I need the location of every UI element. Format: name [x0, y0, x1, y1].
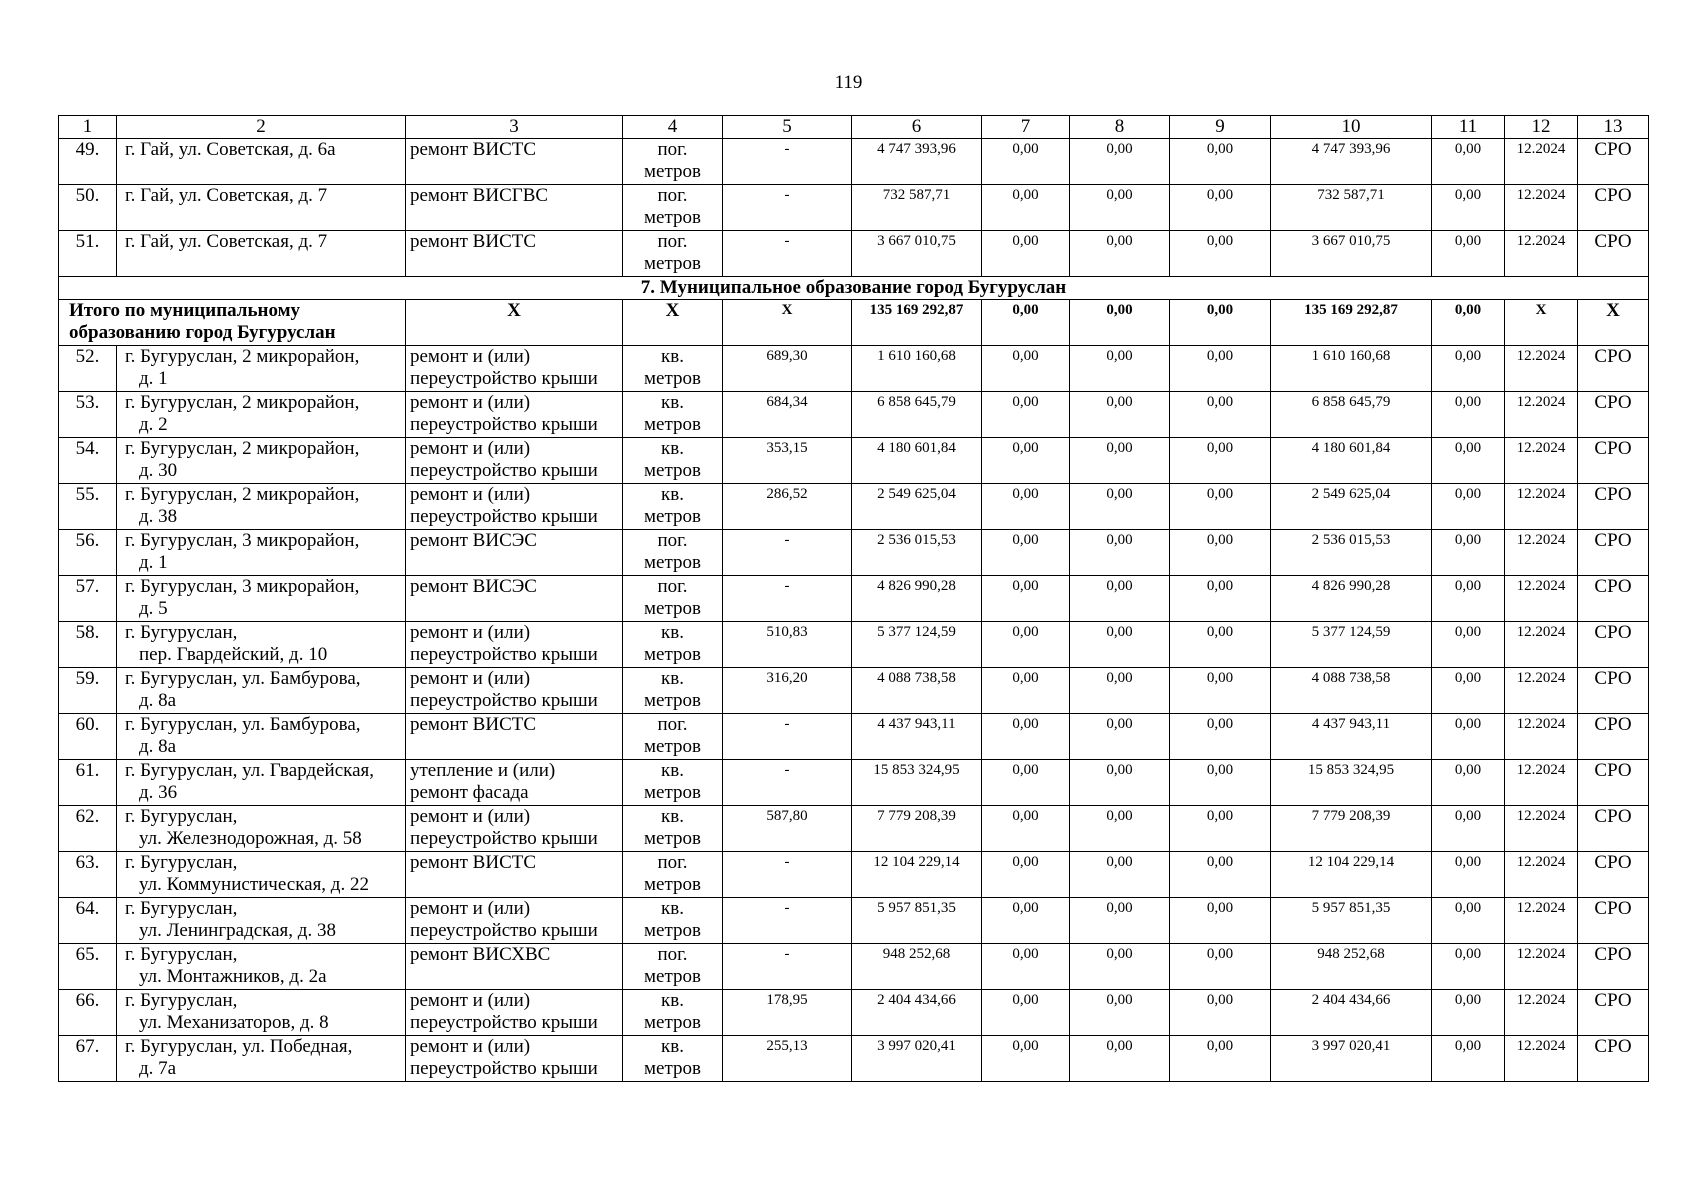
fund-7-cell: 0,00 — [982, 231, 1070, 277]
fund-8-cell: 0,00 — [1070, 392, 1170, 438]
total-c11: 0,00 — [1432, 300, 1505, 346]
fund-7-cell: 0,00 — [982, 852, 1070, 898]
total-row — [59, 300, 1649, 346]
fund-10-cell: 1 610 160,68 — [1271, 346, 1432, 392]
unit-cell: кв. метров — [623, 990, 723, 1036]
address-cell: г. Бугуруслан, ул. Гвардейская, д. 36 — [117, 760, 406, 806]
method-cell: СРО — [1578, 898, 1649, 944]
fund-11-cell: 0,00 — [1432, 668, 1505, 714]
fund-10-cell: 7 779 208,39 — [1271, 806, 1432, 852]
fund-7-cell: 0,00 — [982, 990, 1070, 1036]
deadline-cell: 12.2024 — [1505, 576, 1578, 622]
fund-9-cell: 0,00 — [1170, 231, 1271, 277]
method-cell: СРО — [1578, 576, 1649, 622]
fund-9-cell: 0,00 — [1170, 944, 1271, 990]
deadline-cell: 12.2024 — [1505, 760, 1578, 806]
total-cost-cell: 2 549 625,04 — [852, 484, 982, 530]
table-row — [59, 346, 1649, 392]
volume-cell: - — [723, 944, 852, 990]
unit-cell: кв. метров — [623, 346, 723, 392]
total-c7: 0,00 — [982, 300, 1070, 346]
table-row — [59, 714, 1649, 760]
fund-9-cell: 0,00 — [1170, 1036, 1271, 1082]
work-type-cell: утепление и (или) ремонт фасада — [406, 760, 623, 806]
table-row — [59, 139, 1649, 185]
fund-10-cell: 2 536 015,53 — [1271, 530, 1432, 576]
table-row — [59, 1036, 1649, 1082]
work-type-cell: ремонт и (или) переустройство крыши — [406, 484, 623, 530]
column-number-1: 1 — [59, 116, 117, 139]
deadline-cell: 12.2024 — [1505, 438, 1578, 484]
volume-cell: - — [723, 139, 852, 185]
method-cell: СРО — [1578, 231, 1649, 277]
unit-cell: кв. метров — [623, 898, 723, 944]
column-number-7: 7 — [982, 116, 1070, 139]
column-number-3: 3 — [406, 116, 623, 139]
work-type-cell: ремонт и (или) переустройство крыши — [406, 990, 623, 1036]
unit-cell: кв. метров — [623, 806, 723, 852]
column-number-10: 10 — [1271, 116, 1432, 139]
unit-cell: пог. метров — [623, 576, 723, 622]
volume-cell: - — [723, 185, 852, 231]
work-type-cell: ремонт и (или) переустройство крыши — [406, 622, 623, 668]
row-number-cell: 50. — [59, 185, 117, 231]
table-row — [59, 185, 1649, 231]
row-number-cell: 53. — [59, 392, 117, 438]
fund-11-cell: 0,00 — [1432, 806, 1505, 852]
fund-10-cell: 4 437 943,11 — [1271, 714, 1432, 760]
total-c3: Х — [406, 300, 623, 346]
volume-cell: - — [723, 231, 852, 277]
row-number-cell: 67. — [59, 1036, 117, 1082]
fund-7-cell: 0,00 — [982, 1036, 1070, 1082]
row-number-cell: 58. — [59, 622, 117, 668]
fund-10-cell: 15 853 324,95 — [1271, 760, 1432, 806]
unit-cell: кв. метров — [623, 1036, 723, 1082]
work-type-cell: ремонт ВИСЭС — [406, 530, 623, 576]
total-cost: 135 169 292,87 — [852, 300, 982, 346]
row-number-cell: 56. — [59, 530, 117, 576]
fund-9-cell: 0,00 — [1170, 346, 1271, 392]
total-c12: Х — [1505, 300, 1578, 346]
column-number-4: 4 — [623, 116, 723, 139]
method-cell: СРО — [1578, 392, 1649, 438]
volume-cell: - — [723, 576, 852, 622]
deadline-cell: 12.2024 — [1505, 668, 1578, 714]
unit-cell: пог. метров — [623, 139, 723, 185]
fund-9-cell: 0,00 — [1170, 668, 1271, 714]
total-cost-cell: 3 997 020,41 — [852, 1036, 982, 1082]
address-cell: г. Бугуруслан, ул. Победная, д. 7а — [117, 1036, 406, 1082]
volume-cell: - — [723, 898, 852, 944]
method-cell: СРО — [1578, 530, 1649, 576]
volume-cell: 689,30 — [723, 346, 852, 392]
fund-8-cell: 0,00 — [1070, 576, 1170, 622]
fund-8-cell: 0,00 — [1070, 622, 1170, 668]
deadline-cell: 12.2024 — [1505, 990, 1578, 1036]
unit-cell: пог. метров — [623, 231, 723, 277]
table-row — [59, 576, 1649, 622]
work-type-cell: ремонт ВИСТС — [406, 231, 623, 277]
work-type-cell: ремонт и (или) переустройство крыши — [406, 438, 623, 484]
fund-10-cell: 6 858 645,79 — [1271, 392, 1432, 438]
table-row — [59, 760, 1649, 806]
method-cell: СРО — [1578, 484, 1649, 530]
fund-9-cell: 0,00 — [1170, 484, 1271, 530]
total-c4: Х — [623, 300, 723, 346]
fund-9-cell: 0,00 — [1170, 622, 1271, 668]
address-cell: г. Бугуруслан, ул. Железнодорожная, д. 58 — [117, 806, 406, 852]
table-row — [59, 806, 1649, 852]
volume-cell: 684,34 — [723, 392, 852, 438]
address-cell: г. Гай, ул. Советская, д. 6а — [117, 139, 406, 185]
fund-8-cell: 0,00 — [1070, 231, 1170, 277]
deadline-cell: 12.2024 — [1505, 231, 1578, 277]
row-number-cell: 62. — [59, 806, 117, 852]
fund-7-cell: 0,00 — [982, 760, 1070, 806]
method-cell: СРО — [1578, 990, 1649, 1036]
row-number-cell: 55. — [59, 484, 117, 530]
method-cell: СРО — [1578, 139, 1649, 185]
method-cell: СРО — [1578, 944, 1649, 990]
volume-cell: 286,52 — [723, 484, 852, 530]
address-cell: г. Бугуруслан, 3 микрорайон, д. 5 — [117, 576, 406, 622]
fund-8-cell: 0,00 — [1070, 530, 1170, 576]
total-cost-cell: 12 104 229,14 — [852, 852, 982, 898]
method-cell: СРО — [1578, 760, 1649, 806]
deadline-cell: 12.2024 — [1505, 139, 1578, 185]
address-cell: г. Бугуруслан, ул. Коммунистическая, д. 22 — [117, 852, 406, 898]
address-cell: г. Бугуруслан, ул. Механизаторов, д. 8 — [117, 990, 406, 1036]
volume-cell: 255,13 — [723, 1036, 852, 1082]
unit-cell: кв. метров — [623, 438, 723, 484]
address-cell: г. Бугуруслан, ул. Бамбурова, д. 8а — [117, 714, 406, 760]
fund-9-cell: 0,00 — [1170, 990, 1271, 1036]
row-number-cell: 65. — [59, 944, 117, 990]
fund-9-cell: 0,00 — [1170, 760, 1271, 806]
deadline-cell: 12.2024 — [1505, 484, 1578, 530]
row-number-cell: 52. — [59, 346, 117, 392]
section-header-row — [59, 277, 1649, 300]
method-cell: СРО — [1578, 668, 1649, 714]
fund-8-cell: 0,00 — [1070, 714, 1170, 760]
fund-7-cell: 0,00 — [982, 530, 1070, 576]
unit-cell: кв. метров — [623, 760, 723, 806]
deadline-cell: 12.2024 — [1505, 852, 1578, 898]
deadline-cell: 12.2024 — [1505, 530, 1578, 576]
work-type-cell: ремонт и (или) переустройство крыши — [406, 806, 623, 852]
unit-cell: пог. метров — [623, 530, 723, 576]
fund-9-cell: 0,00 — [1170, 852, 1271, 898]
volume-cell: - — [723, 530, 852, 576]
fund-9-cell: 0,00 — [1170, 438, 1271, 484]
address-cell: г. Гай, ул. Советская, д. 7 — [117, 231, 406, 277]
fund-7-cell: 0,00 — [982, 576, 1070, 622]
total-c9: 0,00 — [1170, 300, 1271, 346]
work-type-cell: ремонт ВИСТС — [406, 714, 623, 760]
column-number-13: 13 — [1578, 116, 1649, 139]
column-number-12: 12 — [1505, 116, 1578, 139]
work-type-cell: ремонт и (или) переустройство крыши — [406, 346, 623, 392]
fund-8-cell: 0,00 — [1070, 438, 1170, 484]
fund-7-cell: 0,00 — [982, 346, 1070, 392]
fund-10-cell: 4 088 738,58 — [1271, 668, 1432, 714]
unit-cell: пог. метров — [623, 185, 723, 231]
row-number-cell: 49. — [59, 139, 117, 185]
total-c10: 135 169 292,87 — [1271, 300, 1432, 346]
deadline-cell: 12.2024 — [1505, 392, 1578, 438]
fund-8-cell: 0,00 — [1070, 346, 1170, 392]
fund-9-cell: 0,00 — [1170, 139, 1271, 185]
fund-11-cell: 0,00 — [1432, 852, 1505, 898]
row-number-cell: 64. — [59, 898, 117, 944]
table-row — [59, 392, 1649, 438]
unit-cell: кв. метров — [623, 622, 723, 668]
work-type-cell: ремонт и (или) переустройство крыши — [406, 668, 623, 714]
method-cell: СРО — [1578, 852, 1649, 898]
unit-cell: кв. метров — [623, 484, 723, 530]
row-number-cell: 54. — [59, 438, 117, 484]
fund-7-cell: 0,00 — [982, 806, 1070, 852]
fund-9-cell: 0,00 — [1170, 185, 1271, 231]
column-number-5: 5 — [723, 116, 852, 139]
fund-8-cell: 0,00 — [1070, 898, 1170, 944]
address-cell: г. Бугуруслан, 3 микрорайон, д. 1 — [117, 530, 406, 576]
fund-9-cell: 0,00 — [1170, 898, 1271, 944]
fund-11-cell: 0,00 — [1432, 438, 1505, 484]
deadline-cell: 12.2024 — [1505, 806, 1578, 852]
method-cell: СРО — [1578, 346, 1649, 392]
fund-11-cell: 0,00 — [1432, 622, 1505, 668]
volume-cell: 178,95 — [723, 990, 852, 1036]
section-title: 7. Муниципальное образование город Бугуруслан — [59, 277, 1649, 300]
total-cost-cell: 5 957 851,35 — [852, 898, 982, 944]
fund-11-cell: 0,00 — [1432, 346, 1505, 392]
column-number-8: 8 — [1070, 116, 1170, 139]
fund-7-cell: 0,00 — [982, 668, 1070, 714]
volume-cell: 353,15 — [723, 438, 852, 484]
table-row — [59, 438, 1649, 484]
work-type-cell: ремонт ВИСГВС — [406, 185, 623, 231]
deadline-cell: 12.2024 — [1505, 898, 1578, 944]
method-cell: СРО — [1578, 438, 1649, 484]
fund-11-cell: 0,00 — [1432, 185, 1505, 231]
fund-9-cell: 0,00 — [1170, 392, 1271, 438]
fund-8-cell: 0,00 — [1070, 139, 1170, 185]
address-cell: г. Гай, ул. Советская, д. 7 — [117, 185, 406, 231]
fund-11-cell: 0,00 — [1432, 484, 1505, 530]
total-cost-cell: 2 404 434,66 — [852, 990, 982, 1036]
total-cost-cell: 4 747 393,96 — [852, 139, 982, 185]
fund-9-cell: 0,00 — [1170, 714, 1271, 760]
unit-cell: кв. метров — [623, 392, 723, 438]
fund-10-cell: 4 180 601,84 — [1271, 438, 1432, 484]
address-cell: г. Бугуруслан, 2 микрорайон, д. 38 — [117, 484, 406, 530]
column-number-9: 9 — [1170, 116, 1271, 139]
unit-cell: кв. метров — [623, 668, 723, 714]
total-c5: Х — [723, 300, 852, 346]
total-c13: Х — [1578, 300, 1649, 346]
deadline-cell: 12.2024 — [1505, 944, 1578, 990]
fund-11-cell: 0,00 — [1432, 231, 1505, 277]
fund-11-cell: 0,00 — [1432, 990, 1505, 1036]
table-row — [59, 668, 1649, 714]
work-type-cell: ремонт и (или) переустройство крыши — [406, 1036, 623, 1082]
address-cell: г. Бугуруслан, ул. Ленинградская, д. 38 — [117, 898, 406, 944]
total-cost-cell: 4 437 943,11 — [852, 714, 982, 760]
total-label: Итого по муниципальному образованию город Бугуруслан — [59, 300, 406, 346]
fund-11-cell: 0,00 — [1432, 1036, 1505, 1082]
column-number-6: 6 — [852, 116, 982, 139]
volume-cell: 510,83 — [723, 622, 852, 668]
method-cell: СРО — [1578, 714, 1649, 760]
table-row — [59, 898, 1649, 944]
fund-9-cell: 0,00 — [1170, 576, 1271, 622]
table-body — [59, 116, 1649, 1082]
unit-cell: пог. метров — [623, 714, 723, 760]
method-cell: СРО — [1578, 1036, 1649, 1082]
deadline-cell: 12.2024 — [1505, 185, 1578, 231]
deadline-cell: 12.2024 — [1505, 1036, 1578, 1082]
total-cost-cell: 3 667 010,75 — [852, 231, 982, 277]
address-cell: г. Бугуруслан, 2 микрорайон, д. 1 — [117, 346, 406, 392]
address-cell: г. Бугуруслан, ул. Бамбурова, д. 8а — [117, 668, 406, 714]
address-cell: г. Бугуруслан, ул. Монтажников, д. 2а — [117, 944, 406, 990]
fund-10-cell: 3 667 010,75 — [1271, 231, 1432, 277]
work-type-cell: ремонт ВИСХВС — [406, 944, 623, 990]
fund-7-cell: 0,00 — [982, 392, 1070, 438]
fund-10-cell: 2 404 434,66 — [1271, 990, 1432, 1036]
fund-7-cell: 0,00 — [982, 139, 1070, 185]
total-cost-cell: 5 377 124,59 — [852, 622, 982, 668]
fund-8-cell: 0,00 — [1070, 806, 1170, 852]
work-type-cell: ремонт ВИСЭС — [406, 576, 623, 622]
fund-11-cell: 0,00 — [1432, 760, 1505, 806]
total-cost-cell: 732 587,71 — [852, 185, 982, 231]
fund-10-cell: 732 587,71 — [1271, 185, 1432, 231]
work-type-cell: ремонт и (или) переустройство крыши — [406, 392, 623, 438]
fund-11-cell: 0,00 — [1432, 576, 1505, 622]
work-type-cell: ремонт ВИСТС — [406, 139, 623, 185]
work-type-cell: ремонт и (или) переустройство крыши — [406, 898, 623, 944]
fund-10-cell: 12 104 229,14 — [1271, 852, 1432, 898]
unit-cell: пог. метров — [623, 852, 723, 898]
total-cost-cell: 948 252,68 — [852, 944, 982, 990]
fund-8-cell: 0,00 — [1070, 944, 1170, 990]
volume-cell: - — [723, 760, 852, 806]
fund-11-cell: 0,00 — [1432, 898, 1505, 944]
volume-cell: 587,80 — [723, 806, 852, 852]
row-number-cell: 60. — [59, 714, 117, 760]
fund-8-cell: 0,00 — [1070, 1036, 1170, 1082]
fund-7-cell: 0,00 — [982, 622, 1070, 668]
row-number-cell: 61. — [59, 760, 117, 806]
fund-7-cell: 0,00 — [982, 484, 1070, 530]
fund-8-cell: 0,00 — [1070, 484, 1170, 530]
volume-cell: 316,20 — [723, 668, 852, 714]
total-cost-cell: 1 610 160,68 — [852, 346, 982, 392]
fund-7-cell: 0,00 — [982, 898, 1070, 944]
column-number-row — [59, 116, 1649, 139]
fund-11-cell: 0,00 — [1432, 392, 1505, 438]
total-cost-cell: 4 826 990,28 — [852, 576, 982, 622]
address-cell: г. Бугуруслан, пер. Гвардейский, д. 10 — [117, 622, 406, 668]
method-cell: СРО — [1578, 185, 1649, 231]
address-cell: г. Бугуруслан, 2 микрорайон, д. 2 — [117, 392, 406, 438]
table-row — [59, 852, 1649, 898]
fund-10-cell: 5 377 124,59 — [1271, 622, 1432, 668]
fund-8-cell: 0,00 — [1070, 185, 1170, 231]
work-type-cell: ремонт ВИСТС — [406, 852, 623, 898]
column-number-11: 11 — [1432, 116, 1505, 139]
table-row — [59, 990, 1649, 1036]
unit-cell: пог. метров — [623, 944, 723, 990]
method-cell: СРО — [1578, 806, 1649, 852]
total-cost-cell: 7 779 208,39 — [852, 806, 982, 852]
page-number: 119 — [834, 72, 863, 93]
method-cell: СРО — [1578, 622, 1649, 668]
fund-10-cell: 948 252,68 — [1271, 944, 1432, 990]
row-number-cell: 63. — [59, 852, 117, 898]
row-number-cell: 57. — [59, 576, 117, 622]
row-number-cell: 66. — [59, 990, 117, 1036]
fund-10-cell: 3 997 020,41 — [1271, 1036, 1432, 1082]
row-number-cell: 59. — [59, 668, 117, 714]
total-cost-cell: 6 858 645,79 — [852, 392, 982, 438]
address-cell: г. Бугуруслан, 2 микрорайон, д. 30 — [117, 438, 406, 484]
total-cost-cell: 4 180 601,84 — [852, 438, 982, 484]
volume-cell: - — [723, 852, 852, 898]
fund-11-cell: 0,00 — [1432, 714, 1505, 760]
deadline-cell: 12.2024 — [1505, 714, 1578, 760]
fund-8-cell: 0,00 — [1070, 668, 1170, 714]
fund-9-cell: 0,00 — [1170, 530, 1271, 576]
fund-8-cell: 0,00 — [1070, 990, 1170, 1036]
table-row — [59, 622, 1649, 668]
total-cost-cell: 4 088 738,58 — [852, 668, 982, 714]
deadline-cell: 12.2024 — [1505, 346, 1578, 392]
table-row — [59, 530, 1649, 576]
volume-cell: - — [723, 714, 852, 760]
total-cost-cell: 15 853 324,95 — [852, 760, 982, 806]
fund-7-cell: 0,00 — [982, 714, 1070, 760]
fund-9-cell: 0,00 — [1170, 806, 1271, 852]
fund-7-cell: 0,00 — [982, 944, 1070, 990]
deadline-cell: 12.2024 — [1505, 622, 1578, 668]
fund-11-cell: 0,00 — [1432, 944, 1505, 990]
fund-11-cell: 0,00 — [1432, 530, 1505, 576]
table-row — [59, 484, 1649, 530]
total-c8: 0,00 — [1070, 300, 1170, 346]
row-number-cell: 51. — [59, 231, 117, 277]
fund-8-cell: 0,00 — [1070, 852, 1170, 898]
column-number-2: 2 — [117, 116, 406, 139]
table-row — [59, 231, 1649, 277]
fund-10-cell: 4 826 990,28 — [1271, 576, 1432, 622]
fund-8-cell: 0,00 — [1070, 760, 1170, 806]
fund-10-cell: 4 747 393,96 — [1271, 139, 1432, 185]
fund-10-cell: 2 549 625,04 — [1271, 484, 1432, 530]
table-row — [59, 944, 1649, 990]
fund-7-cell: 0,00 — [982, 438, 1070, 484]
fund-11-cell: 0,00 — [1432, 139, 1505, 185]
capital-repair-table — [58, 115, 1649, 1082]
fund-7-cell: 0,00 — [982, 185, 1070, 231]
fund-10-cell: 5 957 851,35 — [1271, 898, 1432, 944]
total-cost-cell: 2 536 015,53 — [852, 530, 982, 576]
